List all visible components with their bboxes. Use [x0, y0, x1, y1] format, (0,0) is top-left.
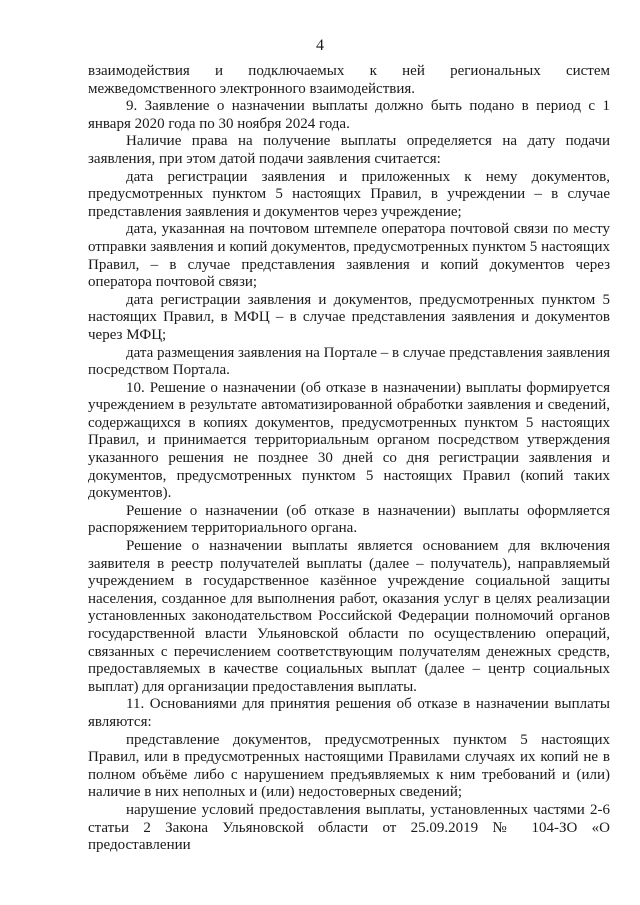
paragraph: нарушение условий предоставления выплаты, установленных частями 2-6 статьи 2 Закона Ульяновской области от 25.09.2019 № 104-ЗО «О предоставлении — [88, 801, 610, 854]
paragraph-item-9: 9. Заявление о назначении выплаты должно быть подано в период с 1 января 2020 года по 30 ноября 2024 года. — [88, 98, 610, 132]
paragraph: представление документов, предусмотренных пунктом 5 настоящих Правил, или в предусмотренных настоящими Правилами случаях их копий не в полном объёме либо с нарушением предъявляемых к ним требований и (или) наличие в них неполных и (или) недостоверных сведений; — [88, 731, 610, 801]
paragraph-item-10: 10. Решение о назначении (об отказе в назначении) выплаты формируется учреждением в результате автоматизированной обработки заявления и сведений, содержащихся в копиях документов, предусмотренных пунктом 5 настоящих Правил, и принимается территориальным органом посредством утверждения указанного решения не позднее 30 дней со дня регистрации заявления и документов, предусмотренных пунктом 5 настоящих Правил (копий таких документов). — [88, 379, 610, 502]
paragraph-item-11: 11. Основаниями для принятия решения об отказе в назначении выплаты являются: — [88, 696, 610, 730]
paragraph: дата, указанная на почтовом штемпеле оператора почтовой связи по месту отправки заявления и копий документов, предусмотренных пунктом 5 настоящих Правил, – в случае представления заявления и копий документов через оператора почтовой связи; — [88, 221, 610, 291]
paragraph: дата регистрации заявления и документов, предусмотренных пунктом 5 настоящих Правил, в МФЦ – в случае представления заявления и документов через МФЦ; — [88, 291, 610, 343]
paragraph: дата регистрации заявления и приложенных к нему документов, предусмотренных пунктом 5 настоящих Правил, в учреждении – в случае представления заявления и документов через учреждение; — [88, 168, 610, 220]
page-number: 4 — [316, 37, 324, 54]
paragraph: дата размещения заявления на Портале – в случае представления заявления посредством Портала. — [88, 344, 610, 379]
paragraph: Решение о назначении выплаты является основанием для включения заявителя в реестр получателей выплаты (далее – получатель), направляемый учреждением в государственное казённое учреждение социальной защиты населения, созданное для выполнения работ, оказания услуг в целях реализации установленных законодательством Российской Федерации полномочий органов государственной власти Ульяновской области по осуществлению операций, связанных с перечислением соответствующим получателям денежных средств, предоставляемых в качестве социальных выплат (далее – центр социальных выплат) для организации предоставления выплаты. — [88, 538, 610, 695]
document-body — [88, 63, 610, 855]
paragraph: Решение о назначении (об отказе в назначении) выплаты оформляется распоряжением территориального органа. — [88, 502, 610, 537]
paragraph: Наличие права на получение выплаты определяется на дату подачи заявления, при этом датой подачи заявления считается: — [88, 133, 610, 167]
paragraph-continuation: взаимодействия и подключаемых к ней региональных систем межведомственного электронного взаимодействия. — [88, 63, 610, 97]
